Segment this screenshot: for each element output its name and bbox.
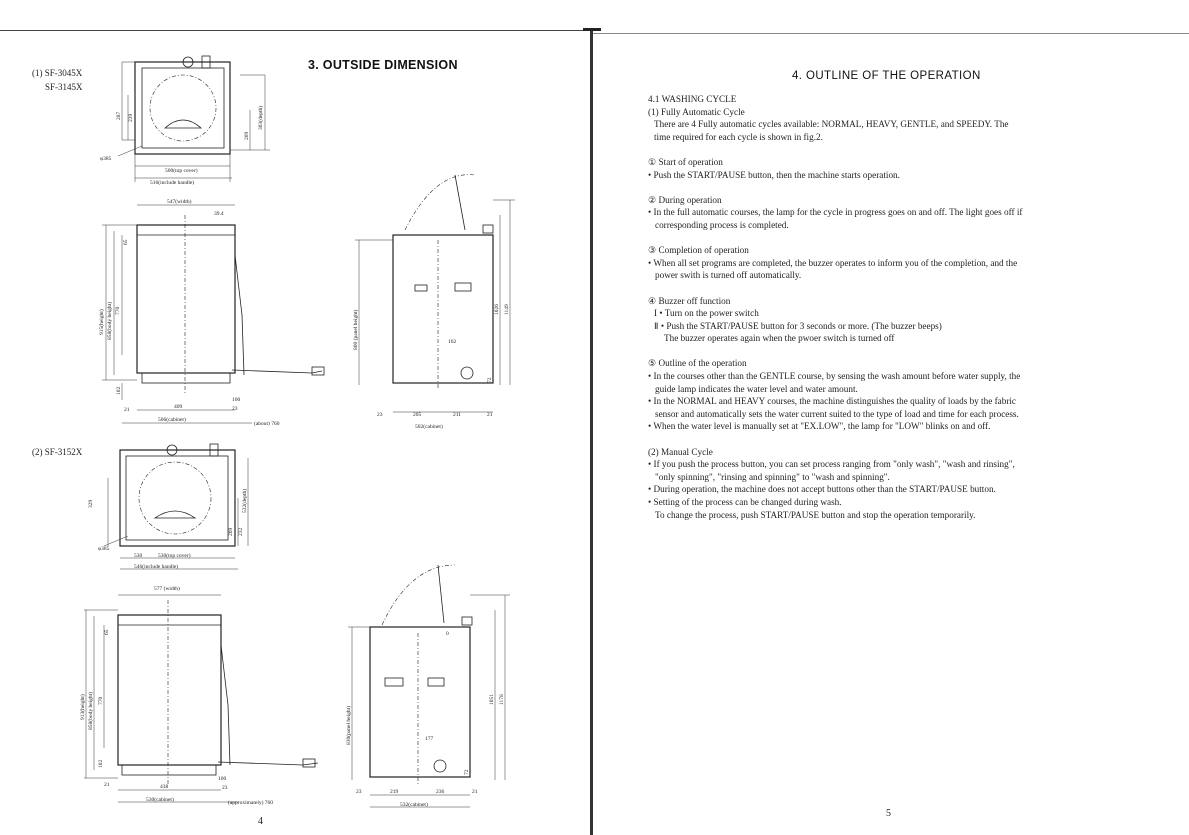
dim-303-depth: 303(depth) (258, 105, 264, 130)
dim-532-cabinet: 532(cabinet) (400, 802, 428, 808)
dim-800-panel-height: 800 (panel height) (353, 309, 359, 350)
manual-bullet-1-cont: "only spinning", "rinsing and spinning" to "wash and spinning". (655, 471, 890, 482)
step-4-item-1: I • Turn on the power switch (654, 308, 759, 319)
step-2-bullet: • In the full automatic courses, the lamp for the cycle in progress goes on and off. The light goes off if (648, 207, 1023, 218)
dim-1149: 1149 (504, 304, 510, 315)
step-5-bullet-3: • When the water level is manually set at "EX.LOW", the lamp for "LOW" blinks on and off. (648, 421, 991, 432)
model-label-1-line2: SF-3145X (45, 82, 83, 92)
manual-bullet-2: • During operation, the machine does not accept buttons other than the START/PAUSE button. (648, 484, 996, 495)
page-number-left: 4 (258, 816, 263, 827)
dim-about-760: (about) 760 (254, 421, 280, 427)
dim-side2-23: 23 (356, 789, 362, 795)
heading-washing-cycle: 4.1 WASHING CYCLE (648, 94, 737, 104)
dim-236: 236 (436, 789, 445, 795)
dim-72-2: 72 (464, 769, 470, 775)
step-5-bullet-2: • In the NORMAL and HEAVY courses, the machine distinguishes the quality of loads by the fabric (648, 396, 1017, 407)
dim-239: 239 (128, 113, 134, 122)
dim-approx-760: (approximately) 760 (228, 800, 274, 806)
dim-23-2: 23 (222, 785, 228, 791)
dim-830-panel-height: 830(panel height) (346, 706, 352, 745)
model-label-1-line1: (1) SF-3045X (32, 68, 83, 78)
manual-bullet-1: • If you push the process button, you can set process ranging from "only wash", "wash and rinsing", (648, 459, 1015, 470)
drawing-2-front-view (78, 580, 338, 815)
dim-100-2: 100 (218, 776, 227, 782)
left-page (0, 0, 588, 835)
model-label-1 (32, 66, 83, 94)
dim-530-cabinet: 530(cabinet) (146, 797, 174, 803)
dim-39-4: 39.4 (214, 211, 224, 217)
dim-side-23: 23 (377, 412, 383, 418)
step-3-bullet: • When all set programs are completed, the buzzer operates to inform you of the completion, and the (648, 257, 1018, 268)
dim-21: 21 (124, 407, 130, 413)
page-number-right: 5 (886, 808, 891, 819)
step-5-bullet-1-cont: guide lamp indicates the water level and water amount. (655, 383, 858, 394)
dim-72: 72 (487, 377, 493, 383)
manual-bullet-3-cont: To change the process, push START/PAUSE button and stop the operation temporarily. (655, 509, 976, 520)
dim-858-body-height: 858(body height) (107, 301, 113, 340)
step-4-item-2-cont: The buzzer operates again when the pwoer switch is turned off (664, 333, 895, 344)
dim-21-2: 21 (104, 782, 110, 788)
dim-287: 287 (116, 111, 122, 120)
dim-1178: 1178 (499, 694, 505, 705)
dim-329: 329 (88, 499, 94, 508)
dim-770-2: 770 (98, 696, 104, 705)
dim-65: 65 (123, 239, 129, 245)
step-4-title: ④ Buzzer off function (648, 295, 731, 306)
dim-209: 209 (244, 131, 250, 140)
step-2-bullet-cont: corresponding process is completed. (655, 219, 789, 230)
dim-side2-21: 21 (472, 789, 478, 795)
dim-502-cabinet: 502(cabinet) (415, 424, 443, 430)
model-label-2: (2) SF-3152X (32, 447, 83, 457)
dim-65-2: 65 (104, 629, 110, 635)
dim-1051: 1051 (489, 694, 495, 705)
paragraph-fully-automatic-1: There are 4 Fully automatic cycles available: NORMAL, HEAVY, GENTLE, and SPEEDY. The (654, 119, 1009, 130)
dim-handle-1: 516(include handle) (150, 180, 195, 185)
dim-577-width: 577 (width) (154, 586, 180, 592)
dim-hose-1: φ385 (100, 156, 112, 162)
dim-547-width: 547(width) (167, 199, 192, 205)
step-5-bullet-1: • In the courses other than the GENTLE course, by sensing the wash amount before water supply, the (648, 371, 1021, 382)
dim-102: 102 (116, 386, 122, 395)
step-1-title: ① Start of operation (648, 156, 723, 167)
dim-side-21: 21 (487, 412, 493, 418)
step-5-bullet-2-cont: sensor and automatically sets the water current suited to the type of load and time for each process. (655, 408, 1019, 419)
drawing-2-top-view (80, 438, 280, 578)
dim-913-height: 913(height) (80, 694, 86, 720)
step-4-item-2: Ⅱ • Push the START/PAUSE button for 3 seconds or more. (The buzzer beeps) (654, 320, 942, 331)
heading-fully-automatic: (1) Fully Automatic Cycle (648, 106, 745, 117)
drawing-1-side-view (345, 170, 525, 435)
dim-770: 770 (115, 306, 121, 315)
binding-gutter (590, 30, 593, 835)
dim-546-handle: 546(include handle) (134, 564, 179, 570)
dim-269: 269 (228, 527, 234, 536)
step-3-bullet-cont: power swith is turned off automatically. (655, 270, 802, 281)
dim-205: 205 (413, 412, 422, 418)
dim-162: 162 (448, 339, 457, 345)
dim-23: 23 (232, 406, 238, 412)
dim-219: 219 (390, 789, 399, 795)
dim-530: 530 (134, 553, 143, 559)
drawing-2-side-view (340, 555, 520, 817)
dim-177: 177 (425, 736, 434, 742)
dim-zero: 0 (446, 631, 449, 637)
dim-102-2: 102 (98, 759, 104, 768)
drawing-1-top-view (80, 50, 280, 185)
section-title-operation: 4. OUTLINE OF THE OPERATION (792, 70, 981, 82)
dim-hose-2: φ385 (98, 546, 110, 552)
step-2-title: ② During operation (648, 194, 722, 205)
right-page (596, 0, 1189, 835)
step-1-bullet: • Push the START/PAUSE button, then the machine starts operation. (648, 169, 900, 180)
section-title-outside-dimension: 3. OUTSIDE DIMENSION (308, 58, 458, 72)
dim-211: 211 (453, 412, 462, 418)
dim-232: 232 (238, 527, 244, 536)
dim-438: 438 (160, 784, 169, 790)
dim-858-body-height-2: 858(body height) (88, 691, 94, 730)
drawing-1-front-view (92, 195, 342, 435)
dim-top-cover-1: 500(top cover) (165, 168, 198, 174)
dim-100: 100 (232, 397, 241, 403)
dim-530-top-cover: 530(top cover) (158, 553, 191, 559)
dim-409: 409 (174, 404, 183, 410)
heading-manual-cycle: (2) Manual Cycle (648, 446, 713, 457)
dim-1026: 1026 (494, 304, 500, 315)
operation-body (648, 93, 1140, 521)
step-3-title: ③ Completion of operation (648, 245, 749, 256)
step-5-title: ⑤ Outline of the operation (648, 358, 747, 369)
dim-532-depth: 532(depth) (242, 488, 248, 513)
dim-915-height: 915(height) (99, 309, 105, 335)
dim-506-cabinet: 506(cabinet) (158, 417, 186, 423)
manual-bullet-3: • Setting of the process can be changed during wash. (648, 497, 842, 507)
paragraph-fully-automatic-2: time required for each cycle is shown in fig.2. (654, 131, 823, 142)
